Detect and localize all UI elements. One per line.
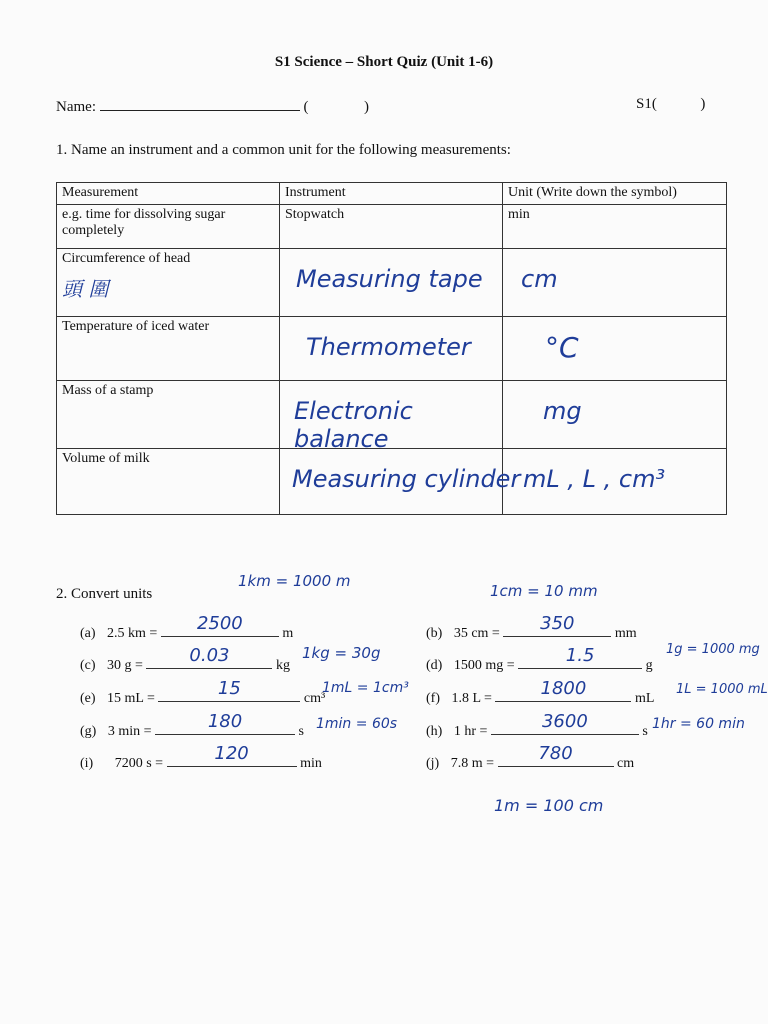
answer-value: 120 xyxy=(214,743,249,764)
conversion-c xyxy=(80,645,290,674)
name-field[interactable] xyxy=(100,96,300,111)
table-row xyxy=(57,317,727,381)
answer-value: 1.5 xyxy=(565,645,595,666)
table-row xyxy=(57,381,727,449)
answer-unit: mL , L , cm³ xyxy=(523,465,666,493)
class-line xyxy=(636,96,705,113)
item-label: (h) xyxy=(426,724,443,739)
question-1: 1. Name an instrument and a common unit for the following measurements: xyxy=(56,142,511,158)
class-close: ) xyxy=(700,96,706,112)
example-instrument: Stopwatch xyxy=(280,205,503,249)
answer-instrument: Electronic balance xyxy=(294,397,413,453)
row-measurement: Mass of a stamp xyxy=(57,381,280,449)
conversion-j xyxy=(426,743,635,772)
answer-value: 1800 xyxy=(540,678,587,699)
answer-instrument: Measuring tape xyxy=(296,265,483,293)
row-unit[interactable] xyxy=(503,317,727,381)
name-label: Name: xyxy=(56,99,96,115)
question-2: 2. Convert units xyxy=(56,586,153,602)
answer-instrument: Measuring cylinder xyxy=(292,465,521,493)
row-unit[interactable] xyxy=(503,449,727,515)
item-unit: m xyxy=(282,626,294,641)
note-m: 1m = 100 cm xyxy=(494,796,604,815)
item-label: (c) xyxy=(80,658,96,673)
note-min: 1min = 60s xyxy=(316,716,398,732)
item-label: (a) xyxy=(80,626,96,641)
row-measurement: Volume of milk xyxy=(57,449,280,515)
note-kg: 1kg = 30g xyxy=(302,644,381,662)
item-unit: min xyxy=(300,756,322,771)
item-lhs: 7.8 m = xyxy=(450,756,495,771)
page-title: S1 Science – Short Quiz (Unit 1-6) xyxy=(274,54,494,70)
conversion-g xyxy=(80,711,304,740)
item-unit: cm xyxy=(617,756,635,771)
answer-instrument: Thermometer xyxy=(306,333,471,361)
item-lhs: 35 cm = xyxy=(453,626,500,641)
answer-unit: mg xyxy=(543,397,582,425)
answer-value: 350 xyxy=(540,613,575,634)
example-measurement: e.g. time for dissolving sugar completely xyxy=(57,205,280,249)
item-label: (f) xyxy=(426,691,440,706)
class-number-open: ( xyxy=(303,99,309,115)
note-g: 1g = 1000 mg xyxy=(666,642,760,657)
col-instrument: Instrument xyxy=(280,183,503,205)
answer-field[interactable] xyxy=(495,678,631,702)
row-instrument[interactable] xyxy=(280,317,503,381)
row-unit[interactable] xyxy=(503,381,727,449)
row-measurement xyxy=(57,249,280,317)
answer-unit: °C xyxy=(545,331,579,364)
answer-value: 180 xyxy=(207,711,243,732)
item-label: (i) xyxy=(80,756,94,771)
item-lhs: 2.5 km = xyxy=(107,626,158,641)
conversion-d xyxy=(426,645,653,674)
answer-field[interactable] xyxy=(146,645,272,669)
row-measurement: Temperature of iced water xyxy=(57,317,280,381)
conversion-h xyxy=(426,711,648,740)
answer-field[interactable] xyxy=(161,613,279,637)
example-unit: min xyxy=(503,205,727,249)
answer-value: 2500 xyxy=(196,613,243,634)
answer-field[interactable] xyxy=(167,743,297,767)
conversion-b xyxy=(426,613,637,642)
table-row xyxy=(57,249,727,317)
item-unit: s xyxy=(298,724,304,739)
class-label: S1( xyxy=(636,96,657,112)
answer-field[interactable] xyxy=(498,743,614,767)
answer-value: 15 xyxy=(217,678,241,699)
note-ml: 1mL = 1cm³ xyxy=(322,680,409,696)
answer-field[interactable] xyxy=(503,613,611,637)
item-lhs: 7200 s = xyxy=(114,756,164,771)
item-label: (g) xyxy=(80,724,97,739)
row-instrument[interactable] xyxy=(280,249,503,317)
item-label: (j) xyxy=(426,756,440,771)
item-unit: s xyxy=(642,724,648,739)
row-unit[interactable] xyxy=(503,249,727,317)
note-cm: 1cm = 10 mm xyxy=(490,582,598,600)
table-row xyxy=(57,449,727,515)
answer-value: 780 xyxy=(538,743,573,764)
col-measurement: Measurement xyxy=(57,183,280,205)
item-unit: g xyxy=(645,658,653,673)
item-lhs: 30 g = xyxy=(107,658,143,673)
item-label: (b) xyxy=(426,626,443,641)
conversion-e xyxy=(80,678,326,707)
item-unit: cm³ xyxy=(303,691,326,706)
measurement-table xyxy=(56,182,727,515)
conversion-f xyxy=(426,678,655,707)
note-l: 1L = 1000 mL xyxy=(676,682,768,697)
answer-field[interactable] xyxy=(155,711,295,735)
conversion-a xyxy=(80,613,294,642)
item-lhs: 15 mL = xyxy=(107,691,155,706)
answer-field[interactable] xyxy=(158,678,300,702)
conversion-i xyxy=(80,743,322,772)
row-instrument[interactable] xyxy=(280,449,521,515)
answer-unit: cm xyxy=(521,265,558,293)
handwritten-note: 頭 圍 xyxy=(62,277,109,301)
class-number-close: ) xyxy=(363,99,369,115)
item-unit: mm xyxy=(614,626,637,641)
row-instrument[interactable] xyxy=(280,381,503,453)
item-label: (d) xyxy=(426,658,443,673)
note-hr: 1hr = 60 min xyxy=(652,716,745,732)
answer-value: 0.03 xyxy=(189,645,230,666)
col-unit: Unit (Write down the symbol) xyxy=(503,183,727,205)
table-header-row xyxy=(57,183,727,205)
item-unit: kg xyxy=(275,658,290,673)
item-lhs: 3 min = xyxy=(107,724,152,739)
item-lhs: 1 hr = xyxy=(453,724,488,739)
name-line xyxy=(56,96,369,116)
answer-value: 3600 xyxy=(541,711,588,732)
item-label: (e) xyxy=(80,691,96,706)
note-km: 1km = 1000 m xyxy=(238,572,351,590)
table-row-example xyxy=(57,205,727,249)
measurement-text: Circumference of head xyxy=(62,251,191,266)
answer-field[interactable] xyxy=(491,711,639,735)
item-lhs: 1500 mg = xyxy=(453,658,515,673)
item-unit: mL xyxy=(634,691,655,706)
item-lhs: 1.8 L = xyxy=(451,691,492,706)
answer-field[interactable] xyxy=(518,645,642,669)
